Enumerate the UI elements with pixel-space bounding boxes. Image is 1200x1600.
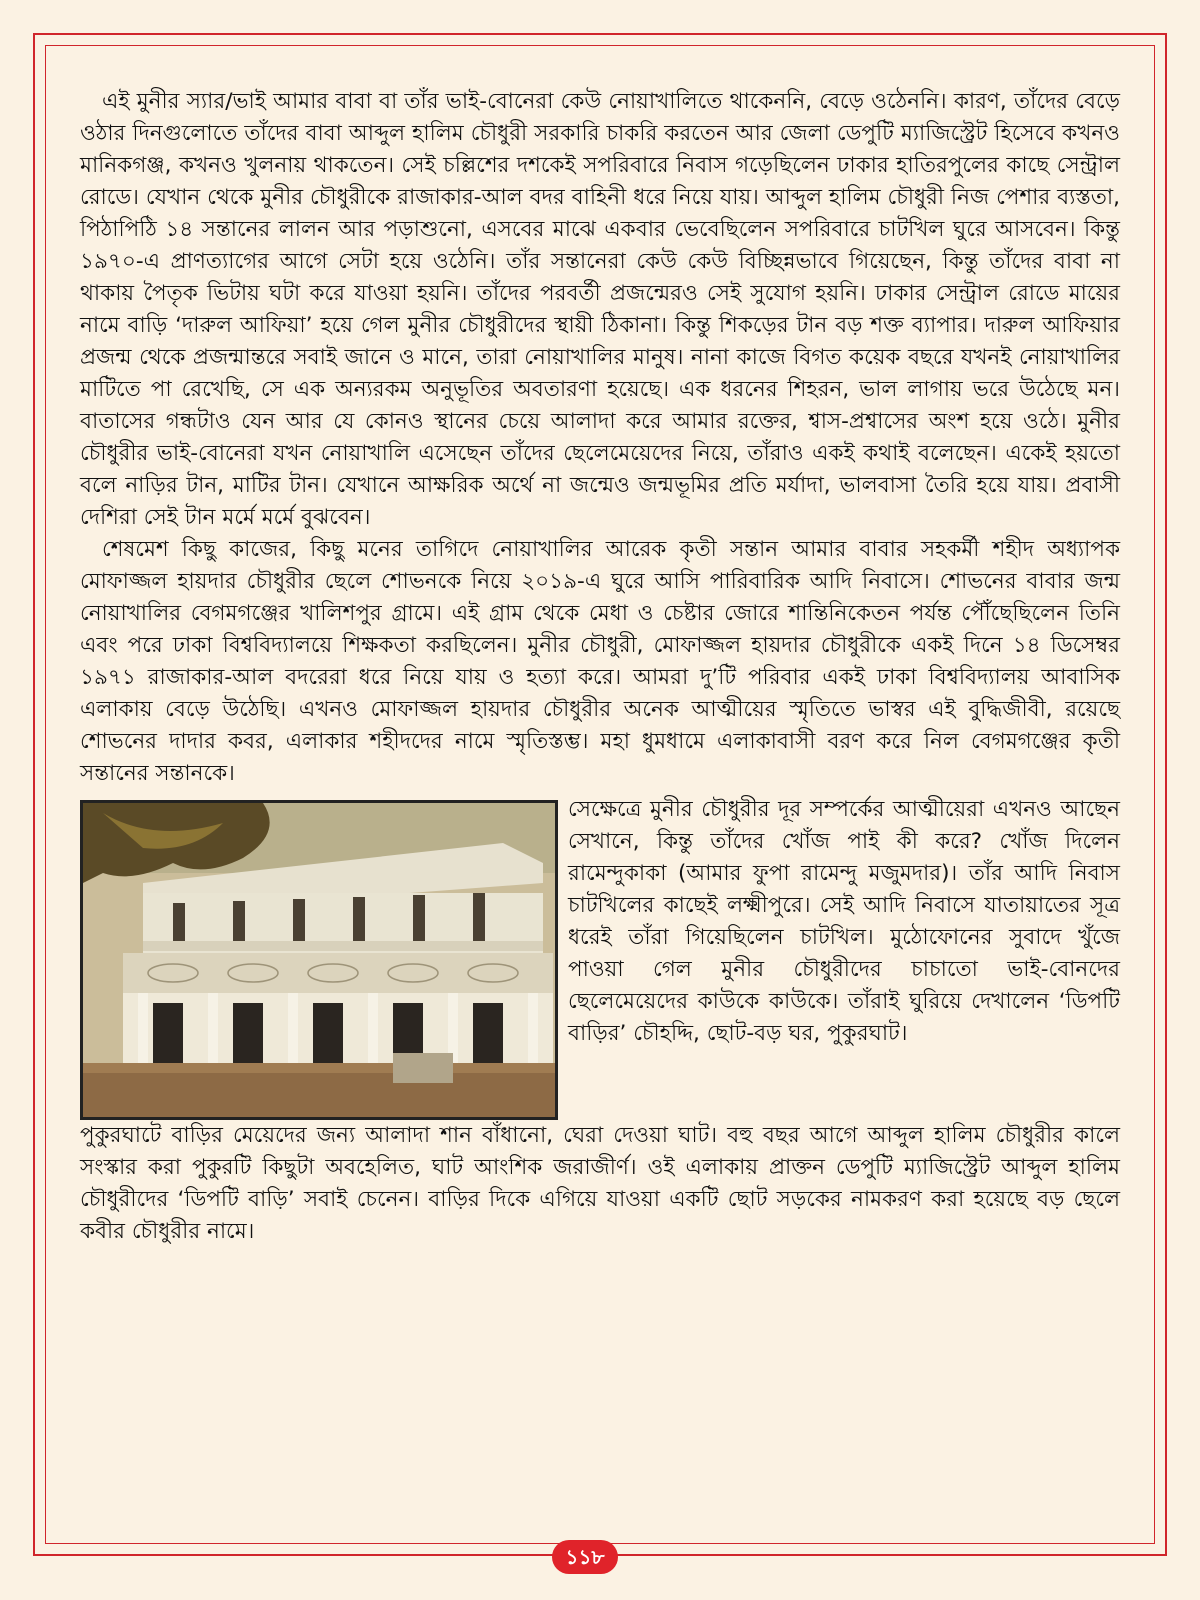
page-number-badge: ১১৮ bbox=[552, 1540, 618, 1574]
paragraph-2: শেষমেশ কিছু কাজের, কিছু মনের তাগিদে নোয়াখালির আরেক কৃতী সন্তান আমার বাবার সহকর্মী শহীদ অধ্যাপক মোফাজ্জল হায়দার চৌধুরীর ছেলে শোভনকে নিয়ে ২০১৯-এ ঘুরে আসি পারিবারিক আদি নিবাসে। শোভনের বাবার জন্ম নোয়াখালির বেগমগঞ্জের খালিশপুর গ্রামে। এই গ্রাম থেকে মেধা ও চেষ্টার জোরে শান্তিনিকেতন পর্যন্ত পৌঁছেছিলেন তিনি এবং পরে ঢাকা বিশ্ববিদ্যালয়ে শিক্ষকতা করছিলেন। মুনীর চৌধুরী, মোফাজ্জল হায়দার চৌধুরীকে একই দিনে ১৪ ডিসেম্বর ১৯৭১ রাজাকার-আল বদরেরা ধরে নিয়ে যায় ও হত্যা করে। আমরা দু’টি পরিবার একই ঢাকা বিশ্ববিদ্যালয় আবাসিক এলাকায় বেড়ে উঠেছি। এখনও মোফাজ্জল হায়দার চৌধুরীর অনেক আত্মীয়ের স্মৃতিতে ভাস্বর এই বুদ্ধিজীবী, রয়েছে শোভনের দাদার কবর, এলাকার শহীদদের নামে স্মৃতিস্তম্ভ। মহা ধুমধামে এলাকাবাসী বরণ করে নিল বেগমগঞ্জের কৃতী সন্তানের সন্তানকে। bbox=[80, 537, 1120, 786]
paragraph-1: এই মুনীর স্যার/ভাই আমার বাবা বা তাঁর ভাই-বোনেরা কেউ নোয়াখালিতে থাকেননি, বেড়ে ওঠেননি। কারণ, তাঁদের বেড়ে ওঠার দিনগুলোতে তাঁদের বাবা আব্দুল হালিম চৌধুরী সরকারি চাকরি করতেন আর জেলা ডেপুটি ম্যাজিস্ট্রেট হিসেবে কখনও মানিকগঞ্জ, কখনও খুলনায় থাকতেন। সেই চল্লিশের দশকেই সপরিবারে নিবাস গড়েছিলেন ঢাকার হাতিরপুলের কাছে সেন্ট্রাল রোডে। যেখান থেকে মুনীর চৌধুরীকে রাজাকার-আল বদর বাহিনী ধরে নিয়ে যায়। আব্দুল হালিম চৌধুরী নিজ পেশার ব্যস্ততা, পিঠাপিঠি ১৪ সন্তানের লালন আর পড়াশুনো, এসবের মাঝে একবার ভেবেছিলেন সপরিবারে চাটখিল ঘুরে আসবেন। কিন্তু ১৯৭০-এ প্রাণত্যাগের আগে সেটা হয়ে ওঠেনি। তাঁর সন্তানেরা কেউ কেউ বিচ্ছিন্নভাবে গিয়েছেন, কিন্তু তাঁদের বাবা না থাকায় পৈতৃক ভিটায় ঘটা করে যাওয়া হয়নি। তাঁদের পরবর্তী প্রজন্মেরও সেই সুযোগ হয়নি। ঢাকার সেন্ট্রাল রোডে মায়ের নামে বাড়ি ‘দারুল আফিয়া’ হয়ে গেল মুনীর চৌধুরীদের স্থায়ী ঠিকানা। কিন্তু শিকড়ের টান বড় শক্ত ব্যাপার। দারুল আফিয়ার প্রজন্ম থেকে প্রজন্মান্তরে সবাই জানে ও মানে, তারা নোয়াখালির মানুষ। নানা কাজে বিগত কয়েক বছরে যখনই নোয়াখালির মাটিতে পা রেখেছি, সে এক অন্যরকম অনুভূতির অবতারণা হয়েছে। এক ধরনের শিহরন, ভাল লাগায় ভরে উঠেছে মন। বাতাসের গন্ধটাও যেন আর যে কোনও স্থানের চেয়ে আলাদা করে আমার রক্তের, শ্বাস-প্রশ্বাসের অংশ হয়ে ওঠে। মুনীর চৌধুরীর ভাই-বোনেরা যখন নোয়াখালি এসেছেন তাঁদের ছেলেমেয়েদের নিয়ে, তাঁরাও একই কথাই বলেছেন। একেই হয়তো বলে নাড়ির টান, মাটির টান। যেখানে আক্ষরিক অর্থে না জন্মেও জন্মভূমির প্রতি মর্যাদা, ভালবাসা তৈরি হয়ে যায়। প্রবাসী দেশিরা সেই টান মর্মে মর্মে বুঝবেন। bbox=[80, 89, 1120, 530]
colonial-house-image bbox=[83, 803, 555, 1117]
paragraph-3: সেক্ষেত্রে মুনীর চৌধুরীর দূর সম্পর্কের আত্মীয়েরা এখনও আছেন সেখানে, কিন্তু তাঁদের খোঁজ পাই কী করে? খোঁজ দিলেন রামেন্দুকাকা (আমার ফুপা রামেন্দু মজুমদার)। তাঁর আদি নিবাস চাটখিলের কাছেই লক্ষ্মীপুরে। সেই আদি নিবাসে যাতায়াতের সূত্র ধরেই তাঁরা গিয়েছিলেন চাটখিল। মুঠোফোনের সুবাদে খুঁজে পাওয়া গেল মুনীর চৌধুরীদের চাচাতো ভাই-বোনদের ছেলেমেয়েদের কাউকে কাউকে। তাঁরাই ঘুরিয়ে দেখালেন ‘ডিপটি বাড়ির’ চৌহদ্দি, ছোট-বড় ঘর, পুকুরঘাট। bbox=[568, 797, 1120, 1046]
paragraph-4: পুকুরঘাটে বাড়ির মেয়েদের জন্য আলাদা শান বাঁধানো, ঘেরা দেওয়া ঘাট। বহু বছর আগে আব্দুল হালিম চৌধুরীর কালে সংস্কার করা পুকুরটি কিছুটা অবহেলিত, ঘাট আংশিক জরাজীর্ণ। ওই এলাকায় প্রাক্তন ডেপুটি ম্যাজিস্ট্রেট আব্দুল হালিম চৌধুরীদের ‘ডিপটি বাড়ি’ সবাই চেনেন। বাড়ির দিকে এগিয়ে যাওয়া একটি ছোট সড়কের নামকরণ করা হয়েছে বড় ছেলে কবীর চৌধুরীর নামে। bbox=[80, 1123, 1120, 1244]
article-body bbox=[80, 86, 1120, 1248]
house-photo bbox=[80, 800, 558, 1120]
photo-row bbox=[80, 794, 1120, 1120]
